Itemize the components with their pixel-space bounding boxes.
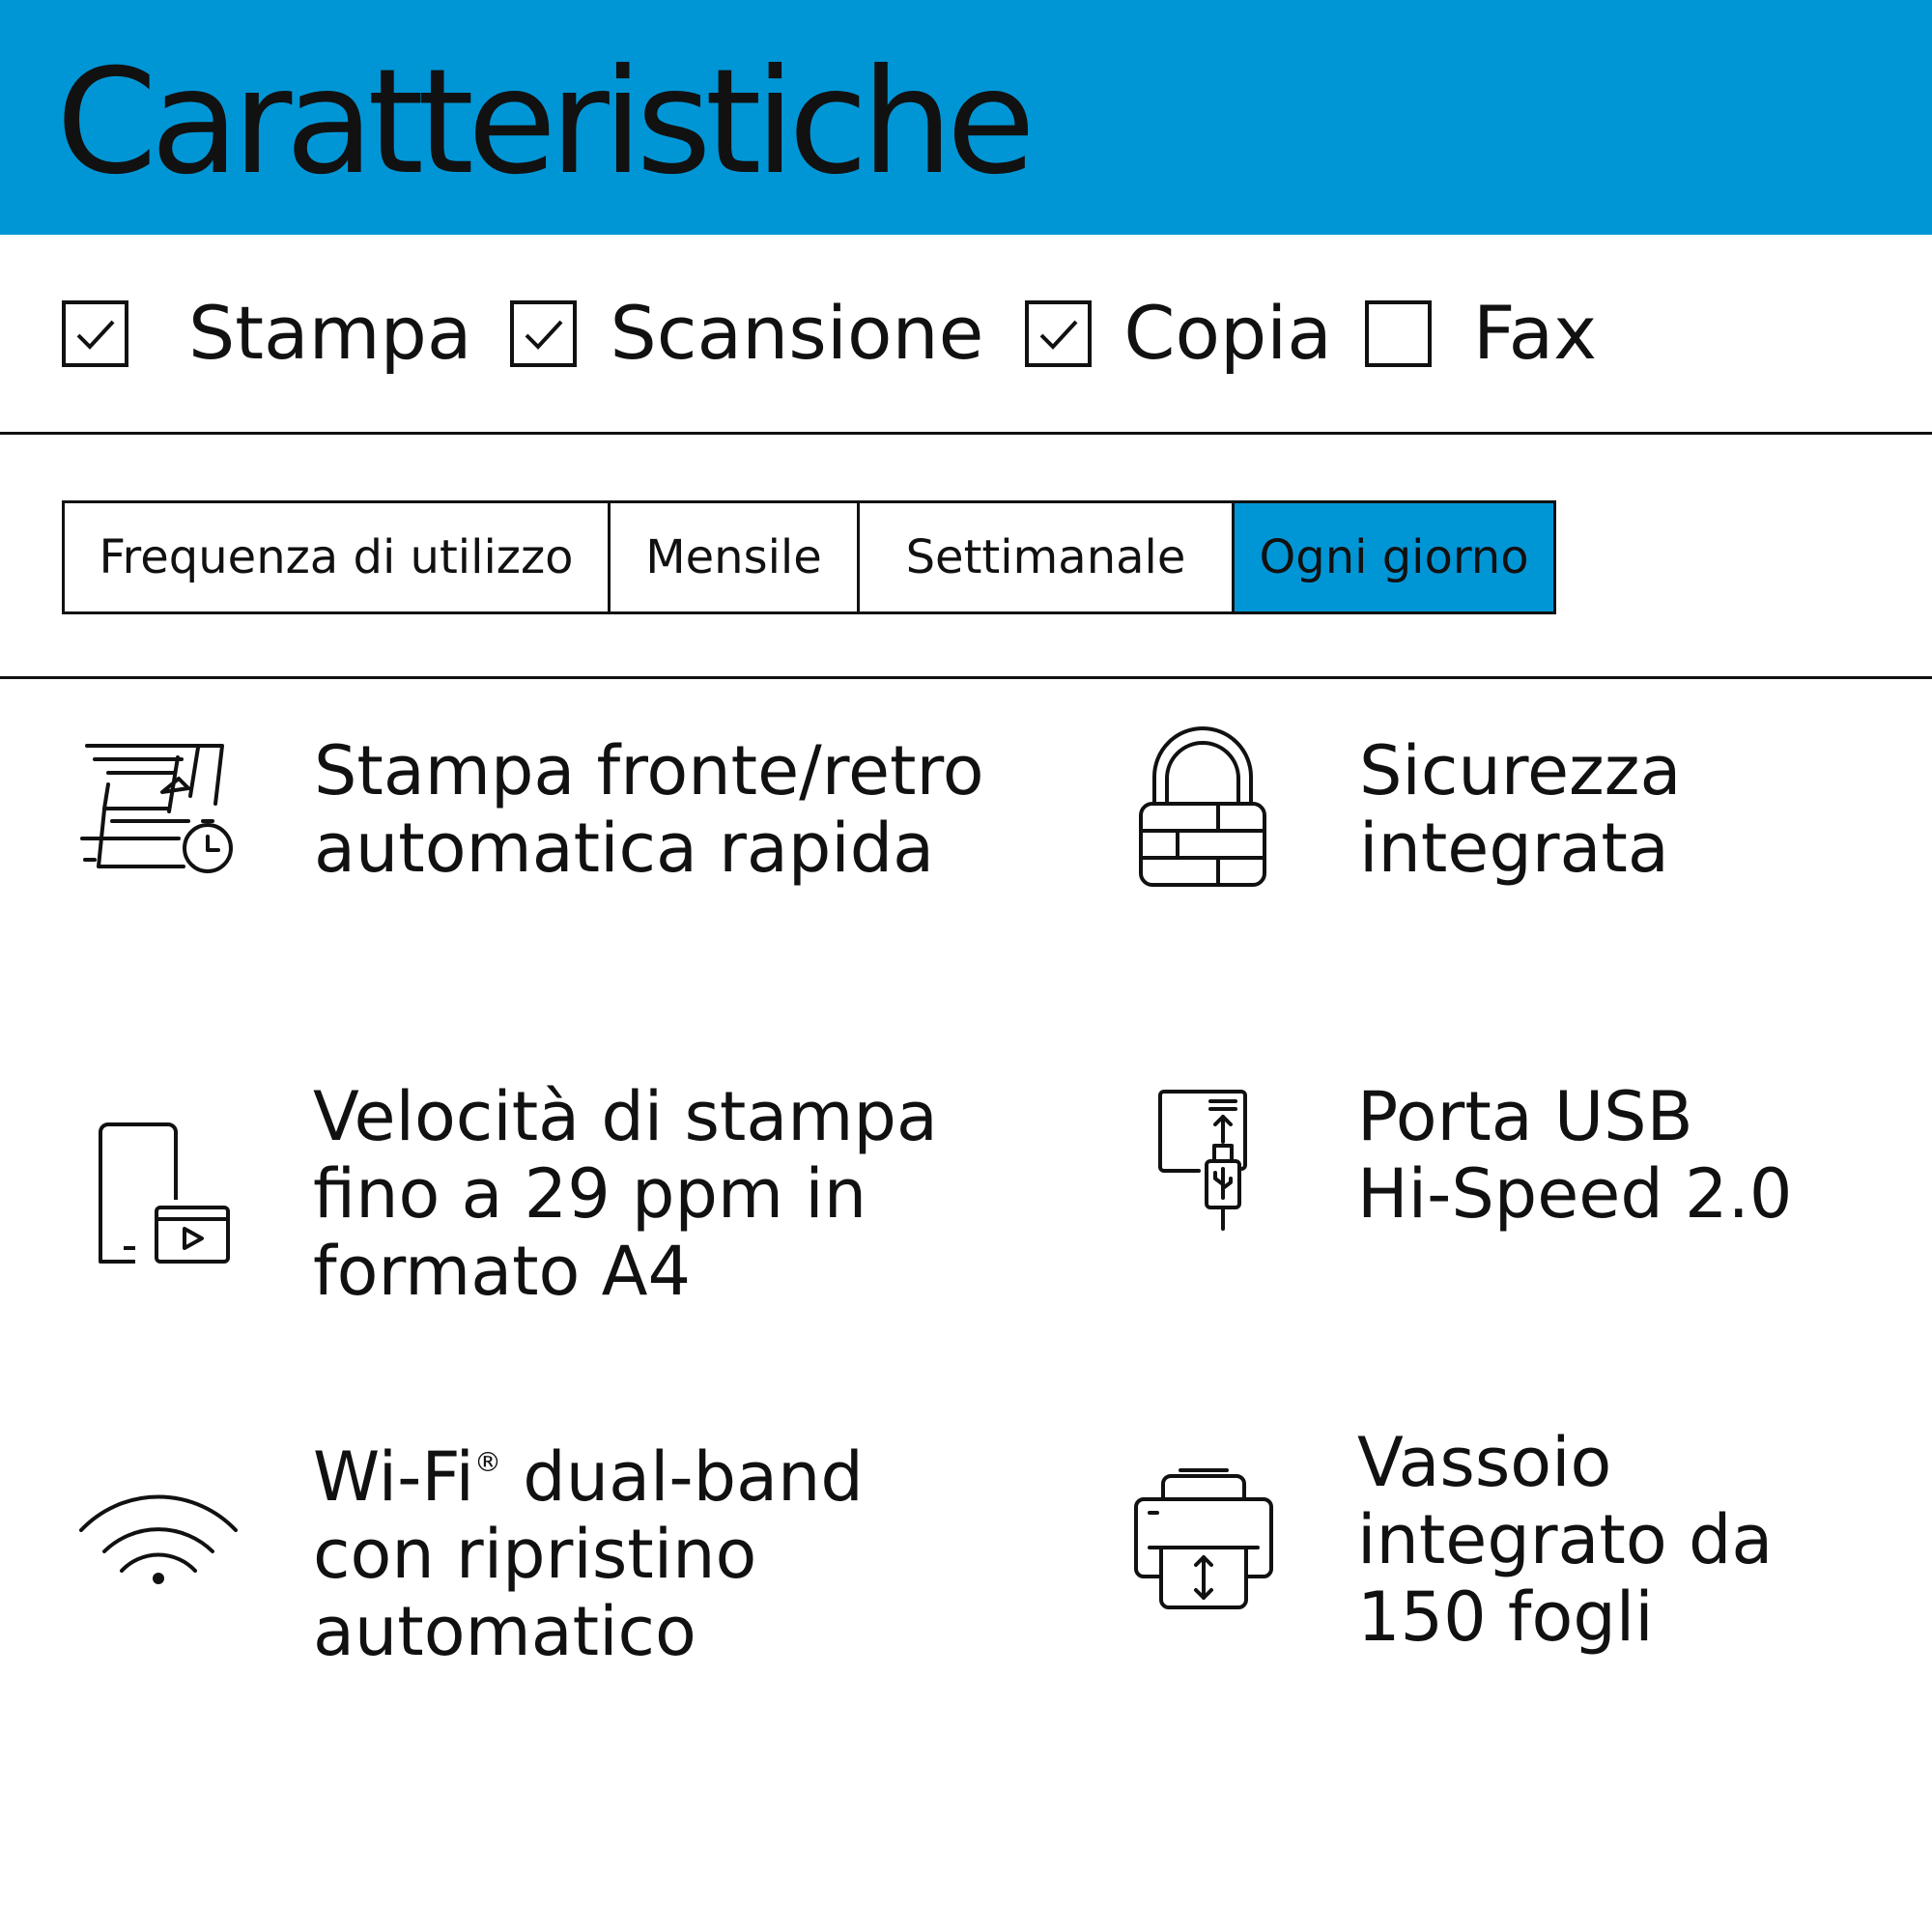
feature-text-line: 150 fogli: [1357, 1577, 1654, 1657]
divider: [0, 432, 1932, 435]
divider: [0, 676, 1932, 679]
feature-text-line: fino a 29 ppm in: [313, 1154, 867, 1234]
scansione-checkbox[interactable]: [510, 300, 577, 367]
checkmark-icon: [75, 318, 116, 351]
function-scansione: [510, 290, 984, 376]
feature-text-line: Stampa fronte/retro: [314, 731, 984, 810]
feature-text-line: Porta USB: [1357, 1077, 1693, 1156]
wifi-brand: Wi-Fi: [313, 1437, 475, 1517]
printer-paper-tray-icon: [1132, 1464, 1275, 1613]
function-stampa: [62, 290, 472, 376]
feature-text-line: Sicurezza: [1359, 731, 1682, 810]
feature-text-line: integrata: [1359, 809, 1669, 888]
wifi-band: dual-band: [501, 1437, 864, 1517]
feature-text-line: Vassoio: [1357, 1423, 1612, 1502]
fax-checkbox[interactable]: [1365, 300, 1432, 367]
feature-text-line: integrato da: [1357, 1500, 1774, 1579]
wifi-icon: [75, 1488, 242, 1588]
feature-text-line: automatico: [313, 1592, 696, 1671]
checkmark-icon: [1038, 318, 1079, 351]
stampa-checkbox[interactable]: [62, 300, 128, 367]
function-fax: [1365, 290, 1598, 376]
phone-print-speed-icon: [95, 1119, 235, 1269]
function-label: Stampa: [188, 290, 472, 376]
function-label: Fax: [1472, 290, 1598, 376]
padlock-firewall-icon: [1135, 726, 1272, 891]
frequency-option-mensile[interactable]: Mensile: [611, 503, 860, 611]
functions-checklist: [62, 290, 1598, 376]
feature-text-line: Hi-Speed 2.0: [1357, 1154, 1793, 1234]
usage-frequency-selector: [62, 500, 1556, 614]
feature-text-line: automatica rapida: [314, 809, 935, 888]
frequency-option-settimanale[interactable]: Settimanale: [860, 503, 1235, 611]
function-label: Copia: [1123, 290, 1332, 376]
feature-text-line: formato A4: [313, 1232, 692, 1311]
frequency-option-ogni-giorno[interactable]: Ogni giorno: [1235, 503, 1553, 611]
function-copia: [1025, 290, 1332, 376]
frequency-label: Frequenza di utilizzo: [65, 503, 611, 611]
checkmark-icon: [524, 318, 564, 351]
feature-text-line: con ripristino: [313, 1515, 757, 1594]
feature-text-line: Velocità di stampa: [313, 1077, 938, 1156]
function-label: Scansione: [610, 290, 984, 376]
feature-text-line: [313, 1424, 864, 1516]
page-title: Caratteristiche: [56, 39, 1029, 207]
header-banner: [0, 0, 1932, 235]
duplex-print-timer-icon: [77, 736, 242, 881]
registered-mark: ®: [474, 1446, 502, 1478]
copia-checkbox[interactable]: [1025, 300, 1092, 367]
usb-port-icon: [1156, 1088, 1255, 1235]
